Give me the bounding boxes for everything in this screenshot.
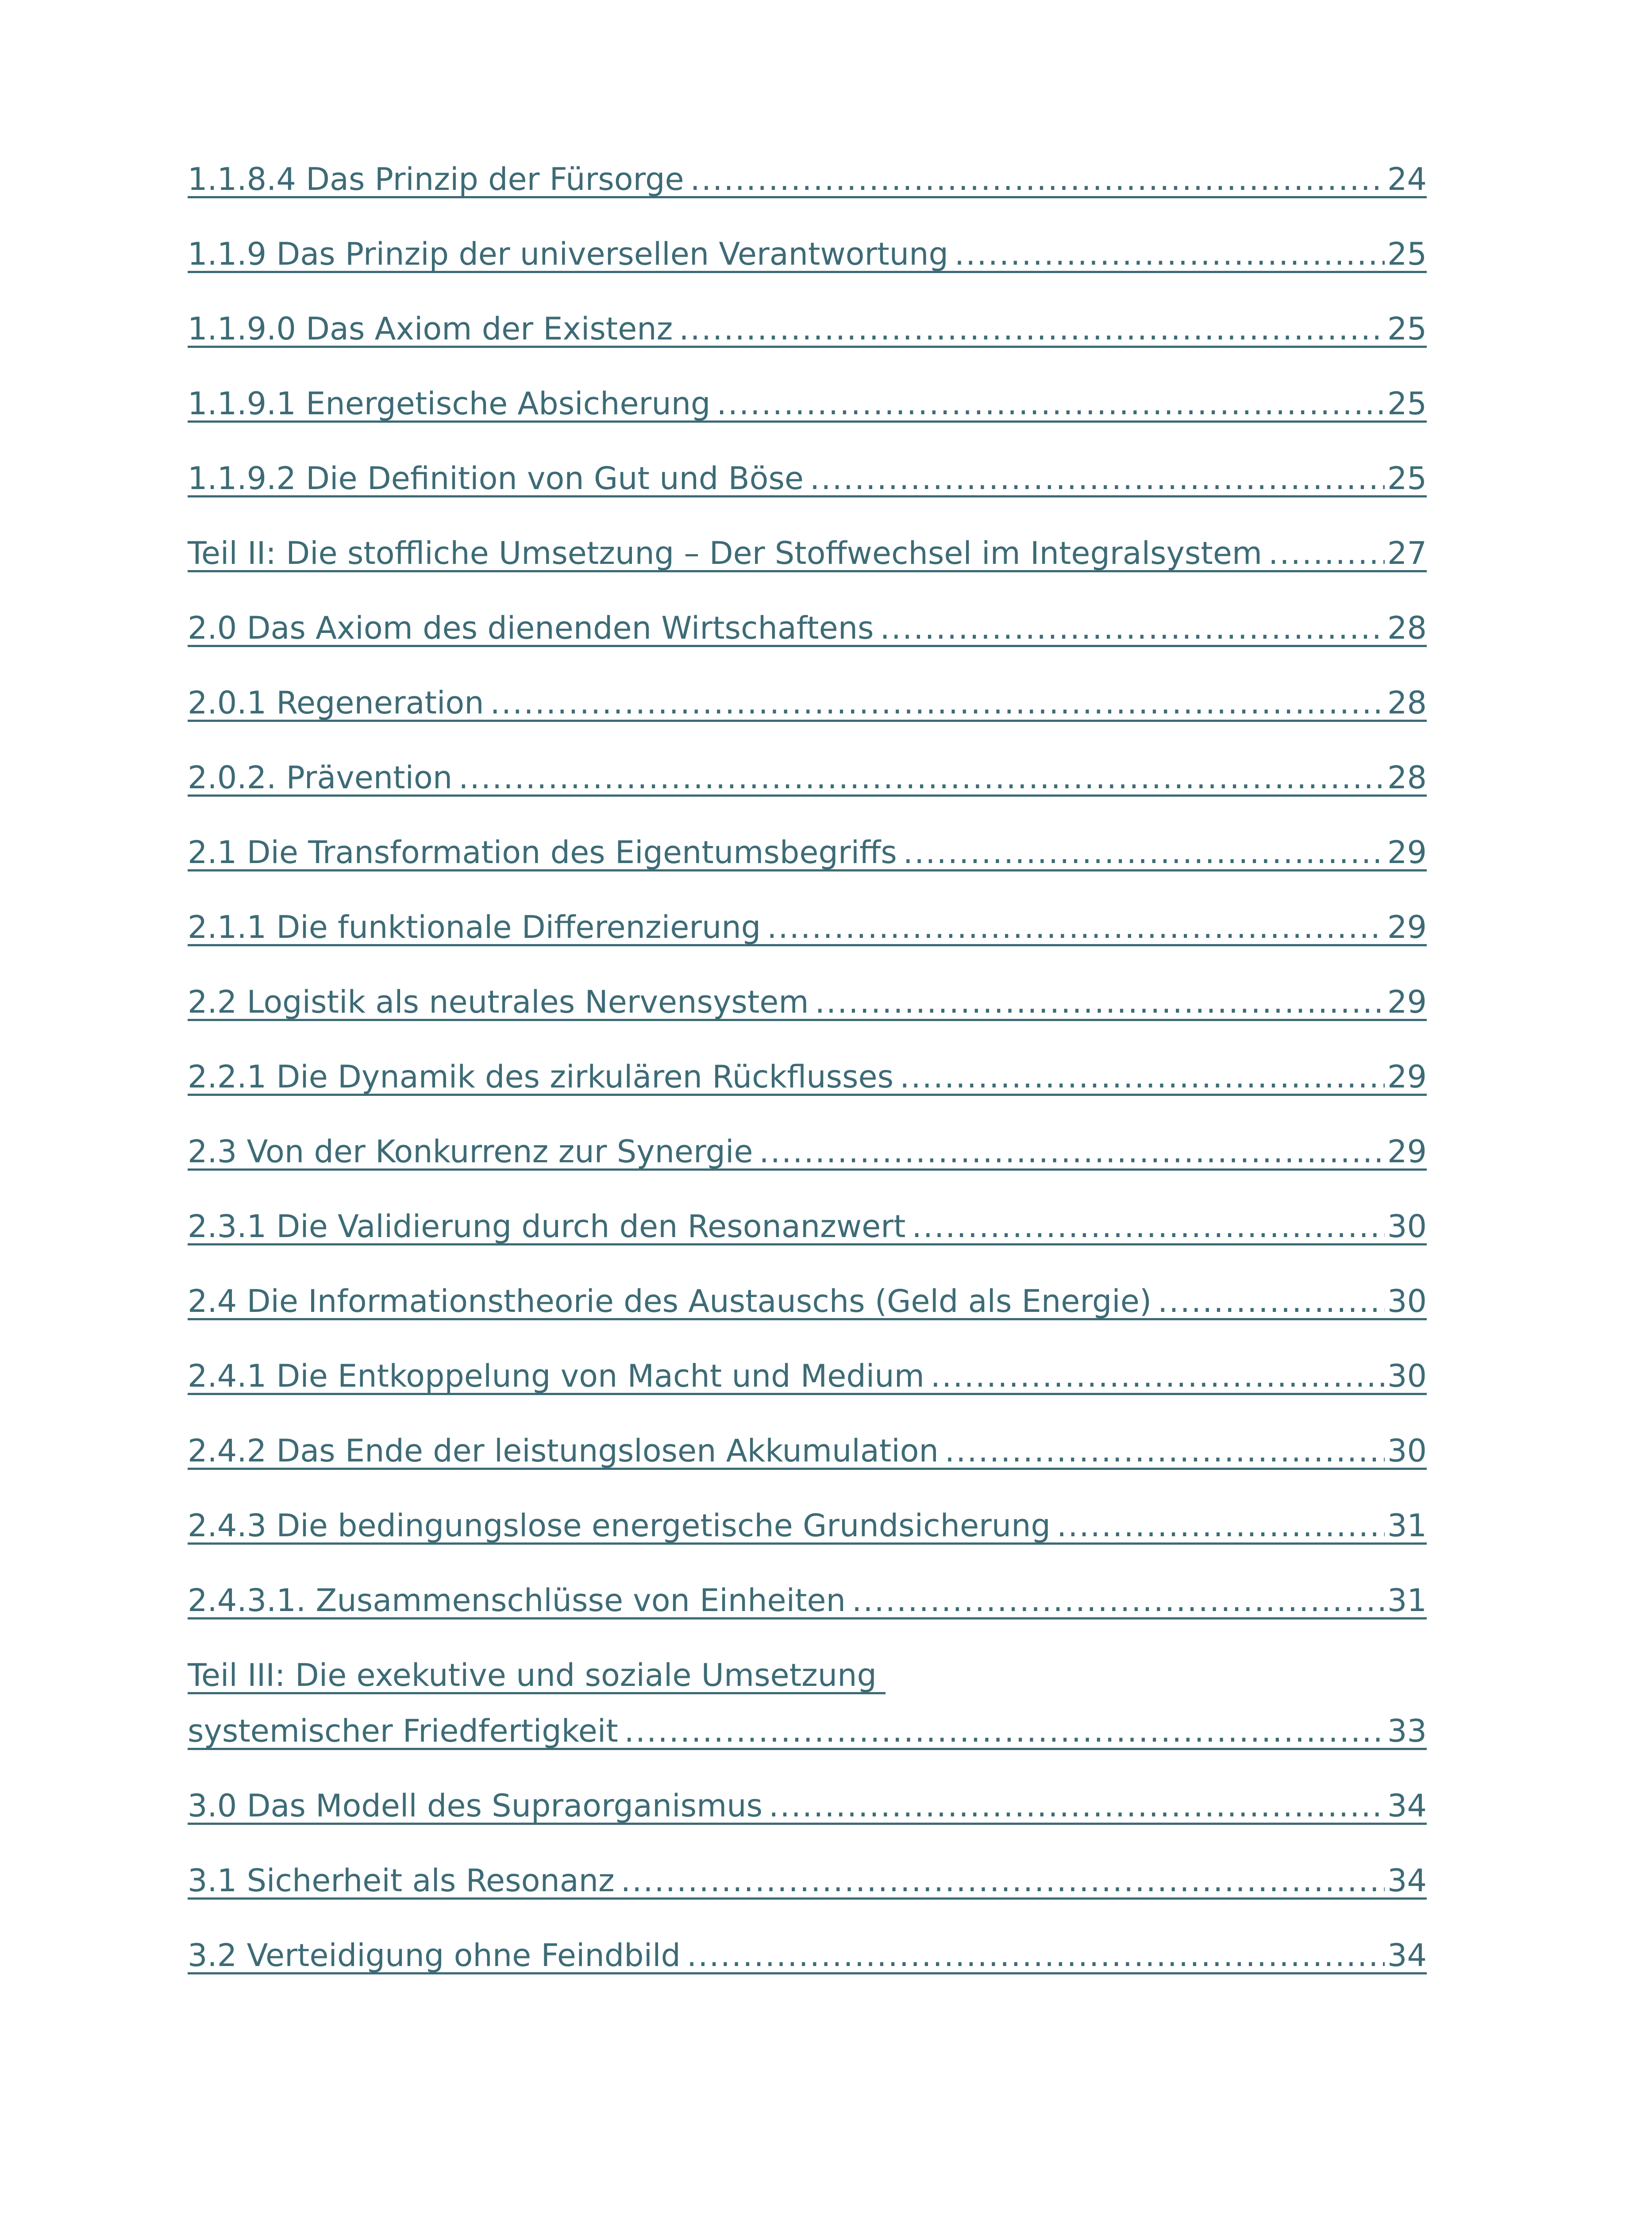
dot-leader bbox=[931, 1357, 1385, 1395]
toc-entry-teil-2[interactable] bbox=[188, 534, 1427, 572]
toc-entry-title: 3.2 Verteidigung ohne Feindbild bbox=[188, 1937, 681, 1974]
toc-entry-title: 1.1.8.4 Das Prinzip der Fürsorge bbox=[188, 161, 684, 197]
dot-leader bbox=[679, 310, 1385, 348]
toc-entry-2-3[interactable] bbox=[188, 1133, 1427, 1171]
toc-entry-title: 1.1.9 Das Prinzip der universellen Verantwortung bbox=[188, 236, 948, 272]
toc-entry-title: Teil III: Die exekutive und soziale Umsetzung bbox=[188, 1656, 886, 1694]
toc-entry-page: 30 bbox=[1387, 1433, 1427, 1469]
toc-entry-page: 25 bbox=[1387, 311, 1427, 347]
toc-entry-2-0[interactable] bbox=[188, 609, 1427, 647]
toc-entry-page: 25 bbox=[1387, 236, 1427, 272]
toc-entry-2-2[interactable] bbox=[188, 983, 1427, 1021]
dot-leader bbox=[945, 1432, 1385, 1470]
dot-leader bbox=[769, 1787, 1385, 1825]
toc-entry-page: 28 bbox=[1387, 685, 1427, 721]
toc-entry-2-4-1[interactable] bbox=[188, 1357, 1427, 1395]
toc-entry-page: 30 bbox=[1387, 1358, 1427, 1394]
toc-entry-1-1-9-2[interactable] bbox=[188, 459, 1427, 497]
table-of-contents bbox=[188, 160, 1427, 2011]
dot-leader bbox=[955, 235, 1385, 273]
toc-entry-title-continued: systemischer Friedfertigkeit bbox=[188, 1713, 618, 1749]
toc-entry-title: 1.1.9.2 Die Definition von Gut und Böse bbox=[188, 460, 804, 497]
toc-entry-page: 28 bbox=[1387, 760, 1427, 796]
toc-entry-title: 2.4.1 Die Entkoppelung von Macht und Medium bbox=[188, 1358, 924, 1394]
toc-entry-page: 29 bbox=[1387, 834, 1427, 871]
toc-entry-title: 2.1.1 Die funktionale Differenzierung bbox=[188, 909, 761, 945]
dot-leader bbox=[687, 1936, 1385, 1974]
toc-entry-3-1[interactable] bbox=[188, 1862, 1427, 1900]
toc-entry-title: 2.4.2 Das Ende der leistungslosen Akkumulation bbox=[188, 1433, 939, 1469]
toc-entry-page: 34 bbox=[1387, 1788, 1427, 1824]
dot-leader bbox=[852, 1581, 1385, 1619]
dot-leader bbox=[717, 385, 1385, 423]
toc-entry-1-1-9-1[interactable] bbox=[188, 385, 1427, 423]
toc-entry-page: 34 bbox=[1387, 1862, 1427, 1899]
toc-entry-page: 30 bbox=[1387, 1283, 1427, 1319]
toc-entry-page: 28 bbox=[1387, 610, 1427, 646]
dot-leader bbox=[903, 833, 1385, 871]
toc-entry-2-2-1[interactable] bbox=[188, 1058, 1427, 1096]
toc-entry-page: 34 bbox=[1387, 1937, 1427, 1974]
toc-entry-page: 27 bbox=[1387, 535, 1427, 571]
toc-entry-title: Teil II: Die stoffliche Umsetzung – Der Stoffwechsel im Integralsystem bbox=[188, 535, 1263, 571]
dot-leader bbox=[759, 1133, 1385, 1171]
toc-entry-title: 2.3.1 Die Validierung durch den Resonanzwert bbox=[188, 1208, 906, 1245]
dot-leader bbox=[1268, 534, 1385, 572]
toc-entry-3-0[interactable] bbox=[188, 1787, 1427, 1825]
toc-entry-1-1-9-0[interactable] bbox=[188, 310, 1427, 348]
toc-entry-title: 2.4.3 Die bedingungslose energetische Grundsicherung bbox=[188, 1507, 1051, 1544]
toc-entry-title: 3.1 Sicherheit als Resonanz bbox=[188, 1862, 615, 1899]
toc-entry-title: 2.0.1 Regeneration bbox=[188, 685, 484, 721]
toc-entry-page: 30 bbox=[1387, 1208, 1427, 1245]
dot-leader bbox=[624, 1712, 1385, 1750]
dot-leader bbox=[810, 459, 1385, 497]
dot-leader bbox=[1057, 1507, 1385, 1545]
toc-entry-2-0-2[interactable] bbox=[188, 759, 1427, 797]
toc-entry-2-4-2[interactable] bbox=[188, 1432, 1427, 1470]
toc-entry-title: 2.0 Das Axiom des dienenden Wirtschaftens bbox=[188, 610, 874, 646]
toc-entry-2-3-1[interactable] bbox=[188, 1207, 1427, 1245]
toc-entry-2-1-1[interactable] bbox=[188, 908, 1427, 946]
toc-entry-teil-3[interactable] bbox=[188, 1656, 1427, 1750]
toc-entry-title: 2.4.3.1. Zusammenschlüsse von Einheiten bbox=[188, 1582, 846, 1619]
toc-entry-page: 29 bbox=[1387, 1133, 1427, 1170]
dot-leader bbox=[1158, 1282, 1385, 1320]
toc-entry-2-4[interactable] bbox=[188, 1282, 1427, 1320]
toc-entry-title: 2.0.2. Prävention bbox=[188, 760, 453, 796]
toc-entry-page: 33 bbox=[1387, 1713, 1427, 1749]
toc-entry-title: 2.4 Die Informationstheorie des Austauschs (Geld als Energie) bbox=[188, 1283, 1152, 1319]
toc-entry-page: 31 bbox=[1387, 1582, 1427, 1619]
toc-entry-title: 2.2 Logistik als neutrales Nervensystem bbox=[188, 984, 809, 1020]
toc-entry-2-1[interactable] bbox=[188, 833, 1427, 871]
dot-leader bbox=[458, 759, 1385, 797]
dot-leader bbox=[621, 1862, 1385, 1900]
toc-entry-2-4-3-1[interactable] bbox=[188, 1581, 1427, 1619]
toc-entry-3-2[interactable] bbox=[188, 1936, 1427, 1974]
dot-leader bbox=[690, 160, 1385, 198]
toc-entry-page: 24 bbox=[1387, 161, 1427, 197]
dot-leader bbox=[815, 983, 1385, 1021]
dot-leader bbox=[490, 684, 1385, 722]
toc-entry-2-4-3[interactable] bbox=[188, 1507, 1427, 1545]
toc-entry-title: 2.2.1 Die Dynamik des zirkulären Rückflusses bbox=[188, 1059, 894, 1095]
toc-entry-page: 25 bbox=[1387, 460, 1427, 497]
dot-leader bbox=[767, 908, 1385, 946]
toc-entry-title: 3.0 Das Modell des Supraorganismus bbox=[188, 1788, 763, 1824]
toc-entry-title: 1.1.9.0 Das Axiom der Existenz bbox=[188, 311, 673, 347]
toc-entry-1-1-8-4[interactable] bbox=[188, 160, 1427, 198]
toc-entry-page: 31 bbox=[1387, 1507, 1427, 1544]
dot-leader bbox=[912, 1207, 1384, 1245]
toc-entry-title: 2.3 Von der Konkurrenz zur Synergie bbox=[188, 1133, 753, 1170]
toc-entry-page: 25 bbox=[1387, 386, 1427, 422]
toc-entry-page: 29 bbox=[1387, 984, 1427, 1020]
toc-entry-title: 2.1 Die Transformation des Eigentumsbegriffs bbox=[188, 834, 897, 871]
toc-entry-1-1-9[interactable] bbox=[188, 235, 1427, 273]
dot-leader bbox=[880, 609, 1385, 647]
toc-entry-title: 1.1.9.1 Energetische Absicherung bbox=[188, 386, 711, 422]
dot-leader bbox=[900, 1058, 1385, 1096]
toc-entry-page: 29 bbox=[1387, 1059, 1427, 1095]
toc-entry-2-0-1[interactable] bbox=[188, 684, 1427, 722]
toc-entry-page: 29 bbox=[1387, 909, 1427, 945]
